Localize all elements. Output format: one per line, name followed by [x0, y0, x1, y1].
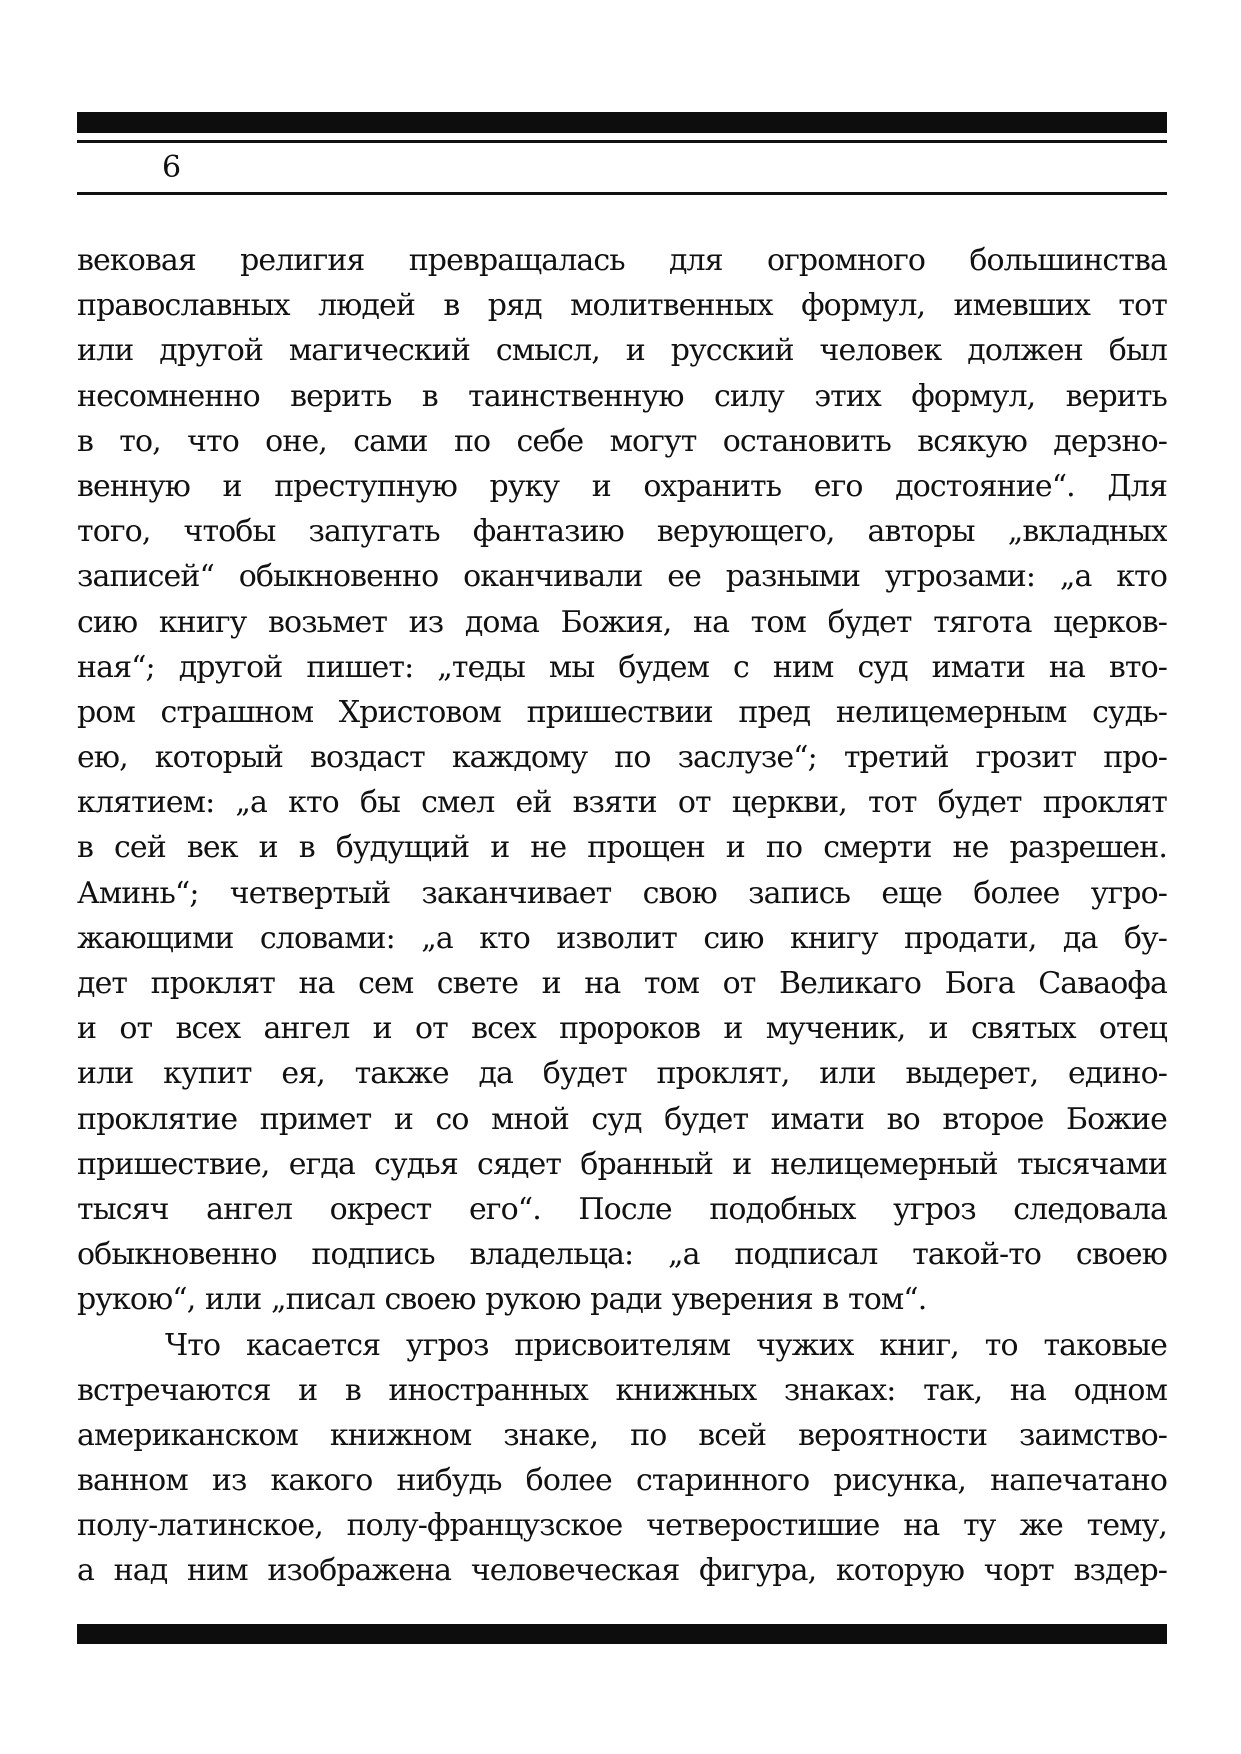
text-line: или другой магический смысл, и русский человек должен был [77, 333, 1167, 369]
text-line: ванном из какого нибудь более старинного рисунка, напечатано [77, 1463, 1167, 1499]
text-line: того, чтобы запугать фантазию верующего, авторы „вкладных [77, 514, 1167, 550]
text-line: ная“; другой пишет: „теды мы будем с ним суд имати на вто- [77, 649, 1167, 685]
text-line: клятием: „а кто бы смел ей взяти от церкви, тот будет проклят [77, 785, 1167, 821]
text-line: и от всех ангел и от всех пророков и мученик, и святых отец [77, 1011, 1167, 1047]
header-underline-rule [77, 192, 1167, 195]
text-line: ею, который воздаст каждому по заслузе“; третий грозит про- [77, 740, 1167, 776]
page-number: 6 [162, 150, 182, 185]
body-text [77, 238, 1167, 1594]
paragraph-2 [77, 1323, 1167, 1594]
text-line: тысяч ангел окрест его“. После подобных угроз следовала [77, 1191, 1167, 1227]
header-thin-rule [77, 140, 1167, 143]
text-line: рукою“, или „писал своею рукою ради уверения в том“. [77, 1282, 927, 1318]
text-line: а над ним изображена человеческая фигура, которую чорт вздер- [77, 1553, 1167, 1589]
footer-thick-rule [77, 1624, 1167, 1644]
text-line: или купит ея, также да будет проклят, или выдерет, едино- [77, 1056, 1167, 1092]
text-line: пришествие, егда судья сядет бранный и нелицемерный тысячами [77, 1146, 1167, 1182]
text-line: Аминь“; четвертый заканчивает свою запись еще более угро- [77, 875, 1167, 911]
text-line: дет проклят на сем свете и на том от Великаго Бога Саваофа [77, 966, 1167, 1001]
text-line: в сей век и в будущий и не прощен и по смерти не разрешен. [77, 830, 1167, 866]
paragraph-1 [77, 238, 1167, 1323]
text-line: жающими словами: „а кто изволит сию книгу продати, да бу- [77, 920, 1167, 956]
text-line: записей“ обыкновенно оканчивали ее разными угрозами: „а кто [77, 559, 1167, 595]
text-line: Что касается угроз присвоителям чужих книг, то таковые [165, 1327, 1167, 1363]
text-line: вековая религия превращалась для огромного большинства [77, 243, 1167, 278]
text-line: американском книжном знаке, по всей вероятности заимство- [77, 1417, 1167, 1453]
text-line: сию книгу возьмет из дома Божия, на том будет тягота церков- [77, 604, 1167, 640]
text-line: полу-латинское, полу-французское четверостишие на ту же тему, [77, 1508, 1167, 1544]
text-line: несомненно верить в таинственную силу этих формул, верить [77, 378, 1167, 414]
header-thick-rule [77, 112, 1167, 133]
text-line: проклятие примет и со мной суд будет имати во второе Божие [77, 1101, 1167, 1137]
text-line: венную и преступную руку и охранить его достояние“. Для [77, 468, 1167, 504]
text-line: ром страшном Христовом пришествии пред нелицемерным судь- [77, 694, 1167, 730]
text-line: встречаются и в иностранных книжных знаках: так, на одном [77, 1372, 1167, 1408]
text-line: в то, что оне, сами по себе могут остановить всякую дерзно- [77, 423, 1167, 459]
text-line: православных людей в ряд молитвенных формул, имевших тот [77, 288, 1167, 324]
text-line: обыкновенно подпись владельца: „а подписал такой-то своею [77, 1237, 1167, 1273]
